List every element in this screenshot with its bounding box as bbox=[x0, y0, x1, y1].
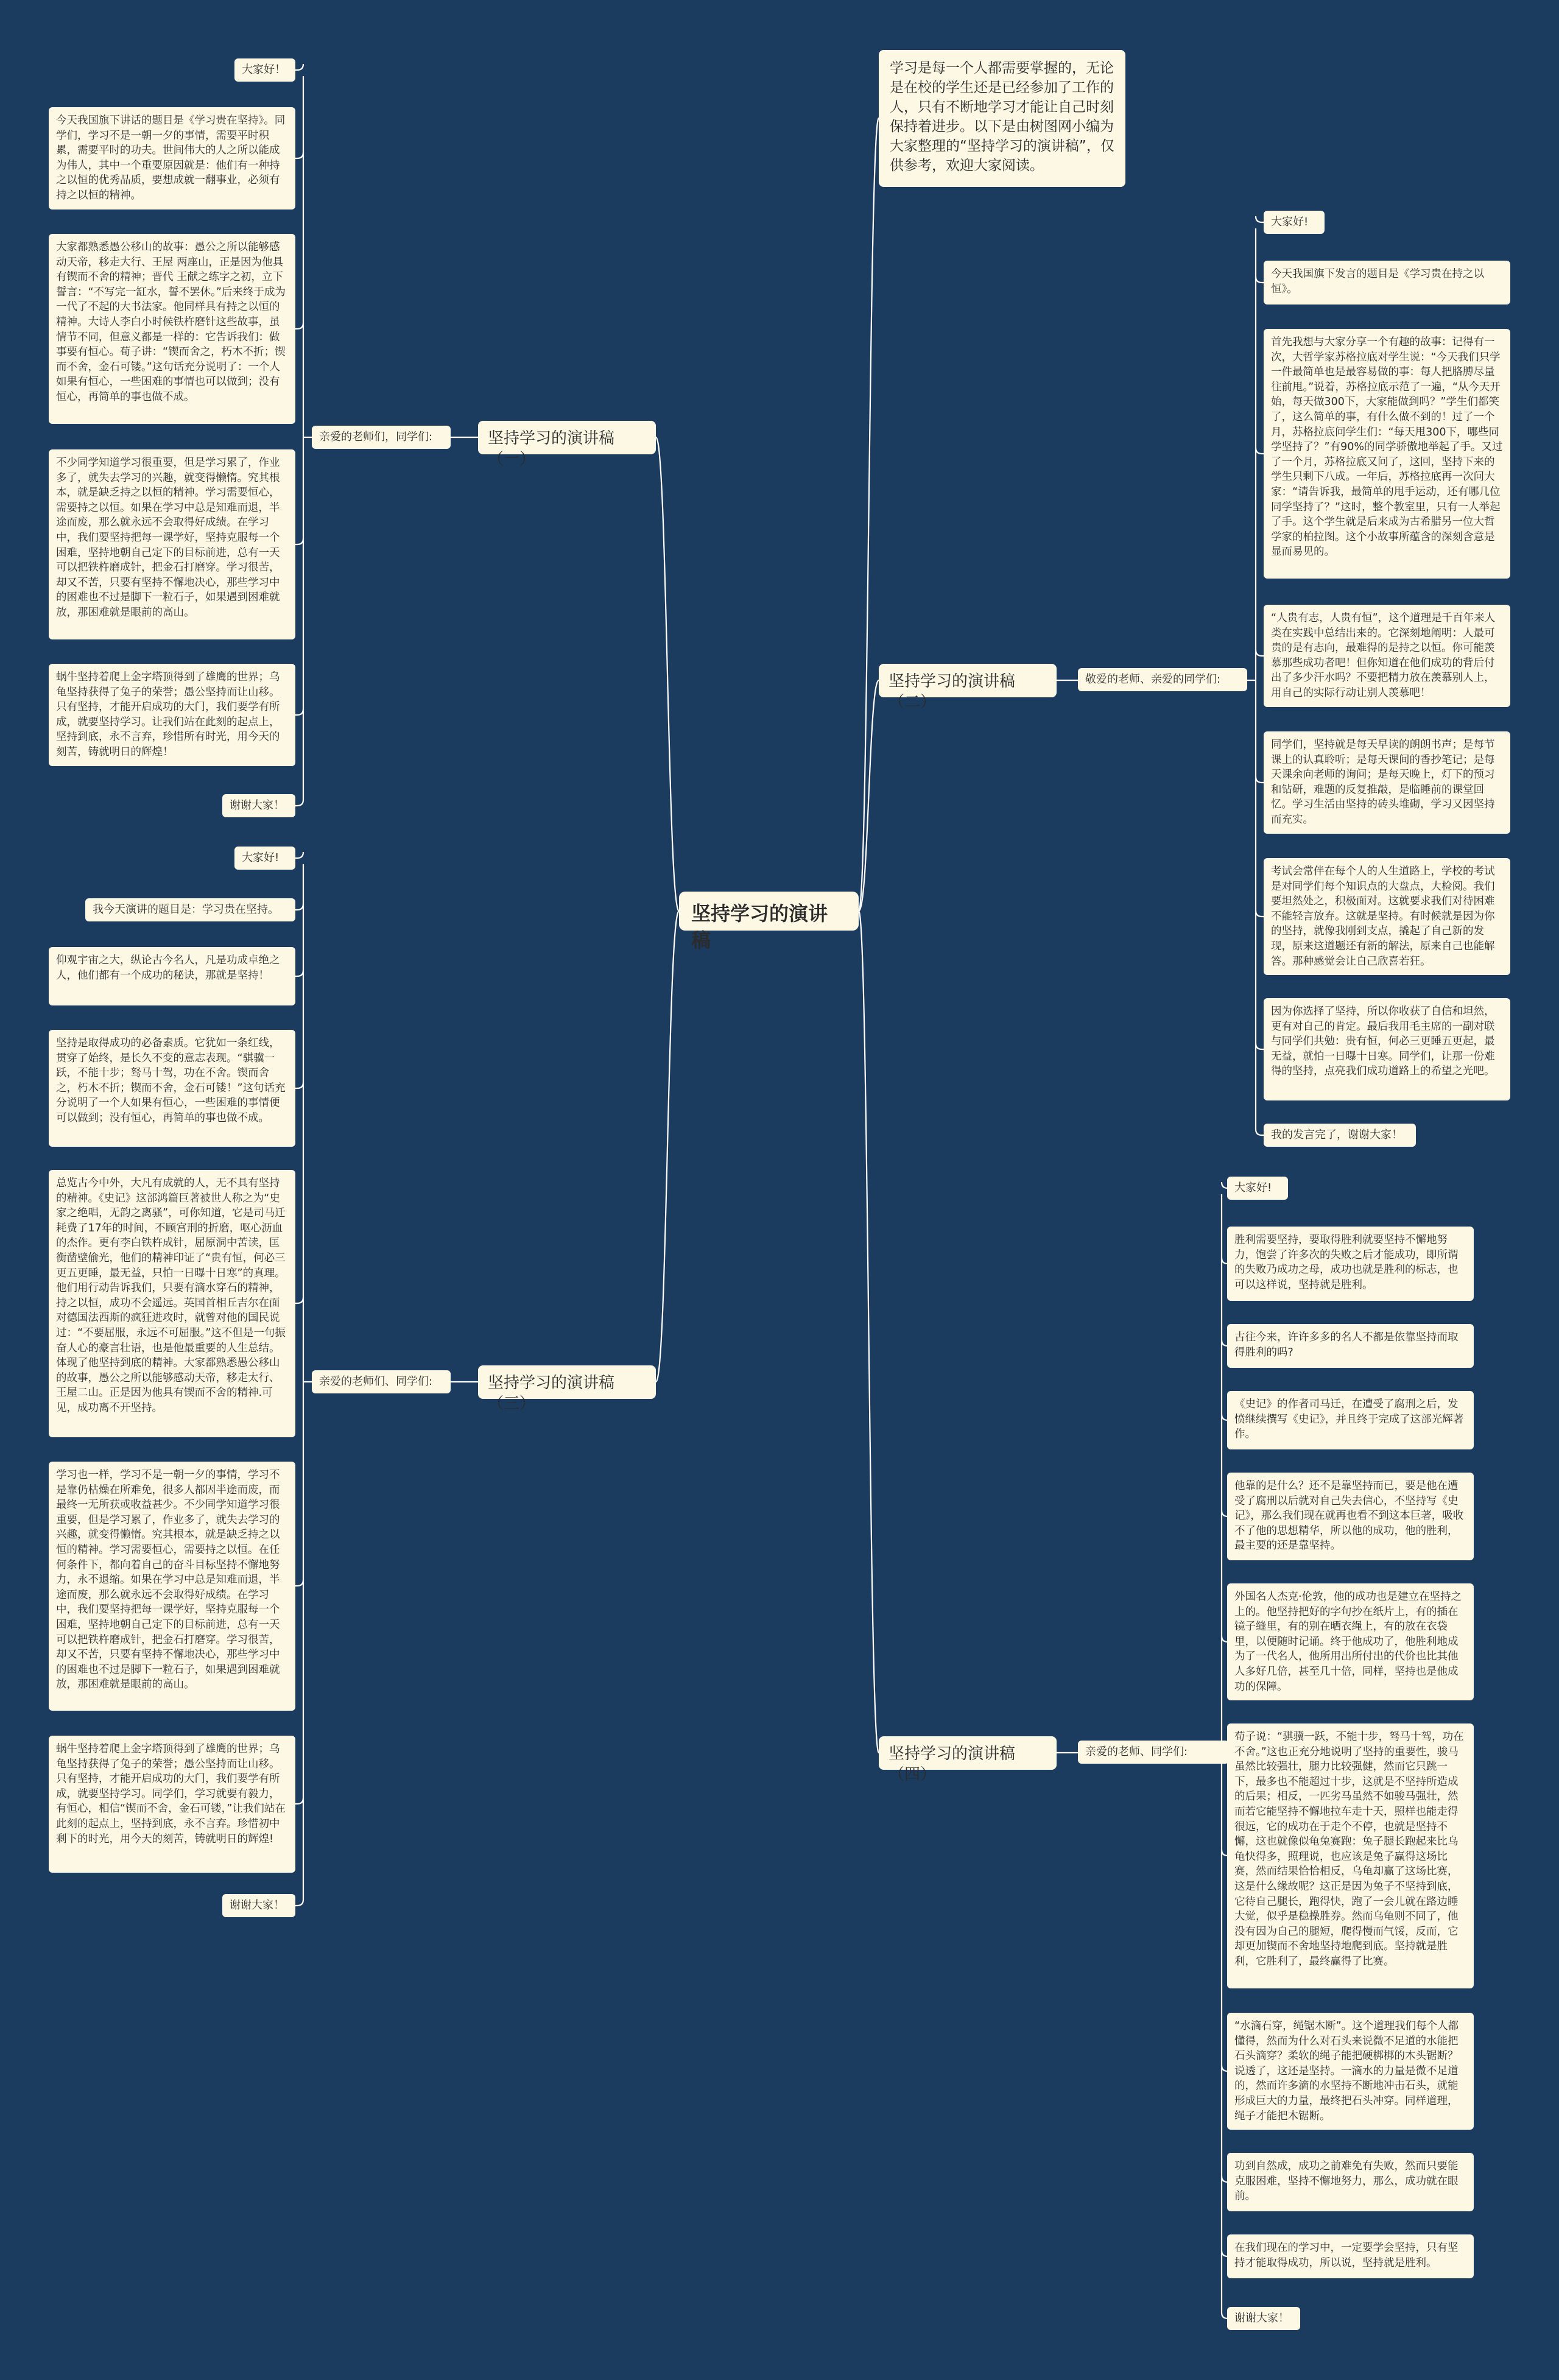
leaf-link bbox=[1256, 910, 1264, 917]
leaf-link bbox=[1256, 1043, 1264, 1049]
b4-leaf: 他靠的是什么？还不是靠坚持而已，要是他在遭受了腐刑以后就对自己失去信心，不坚持写《史记》，那么我们现在就再也看不到这本巨著，吸收不了他的思想精华，所以他的成功，他的胜利，最主要的还是靠坚持。 bbox=[1227, 1473, 1474, 1560]
b3-leaf: 学习也一样，学习不是一朝一夕的事情，学习不是靠仍枯燥在所难免，很多人都因半途而废，而最终一无所获或收益甚少。不少同学知道学习很重要，但是学习累了，作业多了，就失去学习的兴趣，就变得懒惰。究其根本，就是缺乏持之以恒的精神。学习需要恒心，需要持之以恒。在任何条件下，都向着自己的奋斗目标坚持不懈地努力，永不退缩。如果在学习中总是知难而退，半途而废，那么就永远不会取得好成绩。在学习中，我们要坚持把每一课学好，坚持克服每一个困难，坚持地朝自己定下的目标前进，总有一天可以把铁杵磨成针，把金石打磨穿。学习很苦，却又不苦，只要有坚持不懈地决心，那些学习中的困难也不过是脚下一粒石子，如果遇到困难就放，那困难就是眼前的高山。 bbox=[49, 1462, 295, 1711]
branch-2-title: 坚持学习的演讲稿（二） bbox=[879, 664, 1057, 697]
b2-leaf: 首先我想与大家分享一个有趣的故事：记得有一次，大哲学家苏格拉底对学生说：“今天我们只学一件最简单也是最容易做的事：每人把胳膊尽量往前甩。”说着，苏格拉底示范了一遍，“从今天开始，每天做300下，大家能做到吗？”学生们都笑了，这么简单的事，有什么做不到的！过了一个月，苏格拉底问学生们：“每天甩300下，哪些同学坚持了？”有90%的同学骄傲地举起了手。又过了一个月，苏格拉底又问了，这回，坚持下来的学生只剩下八成。一年后，苏格拉底再一次问大家：“请告诉我，最简单的甩手运动，还有哪几位同学坚持了？”这时，整个教室里，只有一人举起了手。这个学生就是后来成为古希腊另一位大哲学家的柏拉图。这个小故事所蕴含的深刻含意是显而易见的。 bbox=[1264, 329, 1510, 579]
b2-leaf: “人贵有志，人贵有恒”，这个道理是千百年来人类在实践中总结出来的。它深刻地阐明：人最可贵的是有志向，最难得的是持之以恒。你可能羡慕那些成功者吧！但你知道在他们成功的背后付出了多少汗水吗？不要把精力放在羡慕别人上，用自己的实际行动让别人羡慕吧！ bbox=[1264, 605, 1510, 707]
branch-1-title: 坚持学习的演讲稿（一） bbox=[478, 421, 656, 454]
branch-2-greeting: 敬爱的老师、亲爱的同学们: bbox=[1078, 668, 1247, 691]
b2-leaf: 考试会常伴在每个人的人生道路上，学校的考试是对同学们每个知识点的大盘点，大检阅。我们要坦然处之，积极面对。这就要求我们对待困难不能轻言放弃。这就是坚持。有时候就是因为你的坚持，就像我刚到支点，撬起了自己新的发现，原来这道题还有新的解法，原来自己也能解答。那种感觉会让自己欣喜若狂。 bbox=[1264, 858, 1510, 975]
leaf-link bbox=[295, 152, 303, 158]
leaf-link bbox=[1256, 776, 1264, 783]
leaf-link bbox=[1256, 276, 1264, 283]
b4-leaf: 古往今来，许许多多的名人不都是依靠坚持而取得胜利的吗? bbox=[1227, 1324, 1474, 1368]
leaf-link bbox=[295, 1297, 303, 1303]
root-link bbox=[859, 911, 879, 1753]
intro-note: 学习是每一个人都需要掌握的，无论是在校的学生还是已经参加了工作的人，只有不断地学习才能让自己时刻保持着进步。以下是由树图网小编为大家整理的“坚持学习的演讲稿”，仅供参考，欢迎大家阅读。 bbox=[879, 50, 1125, 187]
leaf-link bbox=[1256, 1129, 1264, 1135]
b1-leaf: 大家都熟悉愚公移山的故事：愚公之所以能够感动天帝，移走大行、王屋 两座山，正是因为他具有锲而不舍的精神；晋代 王献之练字之初，立下誓言：“不写完一缸水，誓不罢休。”后来终于成为一代了不起的大书法家。他同样具有持之以恒的精神。大诗人李白小时候铁杵磨针这些故事，虽情节不同，但意义都是一样的：它告诉我们：做事要有恒心。荀子讲：“锲而舍之，朽木不折；锲而不舍，金石可镂。”这句话充分说明了：一个人如果有恒心，一些困难的事情也可以做到；没有恒心，再简单的事也做不成。 bbox=[49, 234, 295, 424]
branch-3-greeting: 亲爱的老师们、同学们: bbox=[312, 1370, 451, 1393]
b4-leaf: 在我们现在的学习中，一定要学会坚持，只有坚持才能取得成功，所以说，坚持就是胜利。 bbox=[1227, 2234, 1474, 2278]
leaf-link bbox=[295, 800, 303, 806]
leaf-link bbox=[295, 970, 303, 976]
mindmap-root: 坚持学习的演讲稿 bbox=[679, 892, 859, 931]
b2-leaf: 今天我国旗下发言的题目是《学习贵在持之以恒》。 bbox=[1264, 261, 1510, 305]
b1-leaf: 谢谢大家！ bbox=[222, 794, 295, 817]
leaf-link bbox=[1256, 216, 1264, 222]
b4-leaf: 胜利需要坚持，要取得胜利就要坚持不懈地努力，饱尝了许多次的失败之后才能成功，即所谓的失败乃成功之母，成功也就是胜利的标志，也可以这样说，坚持就是胜利。 bbox=[1227, 1227, 1474, 1301]
branch-4-title: 坚持学习的演讲稿（四） bbox=[879, 1736, 1057, 1770]
b4-leaf: “水滴石穿，绳锯木断”。这个道理我们每个人都懂得，然而为什么对石头来说微不足道的水能把石头滴穿？柔软的绳子能把硬梆梆的木头锯断？说透了，这还是坚持。一滴水的力量是微不足道的，然而许多滴的水坚持不断地冲击石头，就能形成巨大的力量，最终把石头冲穿。同样道理，绳子才能把木锯断。 bbox=[1227, 2013, 1474, 2130]
branch-1-greeting: 亲爱的老师们，同学们: bbox=[312, 426, 451, 449]
root-link bbox=[656, 911, 679, 1382]
b1-leaf: 不少同学知道学习很重要，但是学习累了，作业多了，就失去学习的兴趣，就变得懒惰。究其根本，就是缺乏持之以恒的精神。学习需要恒心，需要持之以恒。如果在学习中总是知难而退，半途而废，那么就永远不会取得好成绩。在学习中，我们要坚持把每一课学好，坚持克服每一个困难，坚持地朝自己定下的目标前进，总有一天可以把铁杵磨成针，把金石打磨穿。学习很苦，却又不苦，只要有坚持不懈地决心，那些学习中的困难也不过是脚下一粒石子，如果遇到困难就放，那困难就是眼前的高山。 bbox=[49, 449, 295, 639]
b1-leaf: 大家好！ bbox=[234, 58, 295, 82]
branch-4-greeting: 亲爱的老师、同学们: bbox=[1078, 1741, 1229, 1764]
b4-leaf: 谢谢大家！ bbox=[1227, 2307, 1300, 2330]
leaf-link bbox=[295, 323, 303, 329]
b3-leaf: 谢谢大家！ bbox=[222, 1894, 295, 1917]
leaf-link bbox=[1256, 650, 1264, 656]
b3-leaf: 蜗牛坚持着爬上金字塔顶得到了雄鹰的世界；乌龟坚持获得了兔子的荣誉；愚公坚持而让山移。只有坚持，才能开启成功的大门，我们要学有所成，就要坚持学习。同学们，学习就要有毅力，有恒心，相信“锲而不舍，金石可镂，”让我们站在此刻的起点上，坚持到底，永不言弃。珍惜初中剩下的时光，用今天的刻苦，铸就明日的辉煌! bbox=[49, 1736, 295, 1873]
b2-leaf: 大家好! bbox=[1264, 211, 1325, 234]
b4-leaf: 《史记》的作者司马迁，在遭受了腐刑之后，发愤继续撰写《史记》，并且终于完成了这部光辉著作。 bbox=[1227, 1391, 1474, 1449]
b4-leaf: 功到自然成，成功之前难免有失败，然而只要能克服困难，坚持不懈地努力，那么，成功就在眼前。 bbox=[1227, 2153, 1474, 2211]
b1-leaf: 今天我国旗下讲话的题目是《学习贵在坚持》。同学们，学习不是一朝一夕的事情，需要平时积累，需要平时的功夫。世间伟大的人之所以能成为伟人，其中一个重要原因就是：他们有一种持之以恒的优秀品质，要想成就一翻事业，必须有持之以恒的精神。 bbox=[49, 107, 295, 209]
leaf-link bbox=[295, 64, 303, 70]
leaf-link bbox=[295, 1580, 303, 1586]
leaf-link bbox=[295, 1798, 303, 1804]
b4-leaf: 荀子说：“骐骥一跃，不能十步，驽马十驾，功在不舍。”这也正充分地说明了坚持的重要性，骏马虽然比较强壮，腿力比较强健，然而它只跳一下，最多也不能超过十步，这就是不坚持所造成的后果；相反，一匹劣马虽然不如骏马强壮，然而若它能坚持不懈地拉车走十天，照样也能走得很远，它的成功在于走个不停，也就是坚持不懈，这也就像似龟兔赛跑：兔子腿长跑起来比乌龟快得多，照理说，也应该是兔子赢得这场比赛，然而结果恰恰相反，乌龟却赢了这场比赛，这是什么缘故呢？这正是因为兔子不坚持到底，它待自己腿长，跑得快，跑了一会儿就在路边睡大觉，似乎是稳操胜券。然而乌龟则不同了，他没有因为自己的腿短，爬得慢而气馁，反而，它却更加锲而不舍地坚持地爬到底。坚持就是胜利，它胜利了，最终赢得了比赛。 bbox=[1227, 1723, 1474, 1988]
leaf-link bbox=[295, 904, 303, 910]
b3-leaf: 我今天演讲的题目是：学习贵在坚持。 bbox=[85, 898, 295, 921]
b3-leaf: 总览古今中外，大凡有成就的人，无不具有坚持的精神。《史记》这部鸿篇巨著被世人称之为“史家之绝唱，无韵之离骚”，可你知道，它是司马迁耗费了17年的时间，不顾宫刑的折磨，呕心沥血的杰作。更有李白铁杵成针，屈原洞中苦读，匡衡凿壁偷光，他们的精神印证了“贵有恒，何必三更五更睡，最无益，只怕一日曝十日寒”的真理。他们用行动告诉我们，只要有滴水穿石的精神，持之以恒，成功不会遥远。英国首相丘吉尔在面对德国法西斯的疯狂进攻时，就曾对他的国民说过：“不要屈服，永远不可屈服。”这不但是一句振奋人心的豪言壮语，也是他最重要的人生总结。体现了他坚持到底的精神。大家都熟悉愚公移山的故事，愚公之所以能够感动天帝，移走太行、王屋二山。正是因为他具有锲而不舍的精神.可见，成功离不开坚持。 bbox=[49, 1170, 295, 1437]
b3-leaf: 仰观宇宙之大，纵论古今名人，凡是功成卓绝之人，他们都有一个成功的秘诀，那就是坚持！ bbox=[49, 947, 295, 1005]
branch-3-title: 坚持学习的演讲稿（三） bbox=[478, 1365, 656, 1399]
b3-leaf: 大家好! bbox=[234, 847, 295, 870]
b4-leaf: 大家好! bbox=[1227, 1177, 1288, 1200]
b2-leaf: 因为你选择了坚持，所以你收获了自信和坦然，更有对自己的肯定。最后我用毛主席的一副对联与同学们共勉：贵有恒，何必三更睡五更起，最无益，就怕一日曝十日寒。同学们，让那一份难得的坚持，点亮我们成功道路上的希望之光吧。 bbox=[1264, 998, 1510, 1100]
leaf-link bbox=[295, 1082, 303, 1088]
leaf-link bbox=[295, 538, 303, 544]
b1-leaf: 蜗牛坚持着爬上金字塔顶得到了雄鹰的世界；乌龟坚持获得了兔子的荣誉；愚公坚持而让山移。只有坚持，才能开启成功的大门，我们要学有所成，就要坚持学习。让我们站在此刻的起点上，坚持到底，永不言弃，珍惜所有时光，用今天的刻苦，铸就明日的辉煌！ bbox=[49, 664, 295, 766]
b3-leaf: 坚持是取得成功的必备素质。它犹如一条红线，贯穿了始终，是长久不变的意志表现。“骐骥一跃，不能十步；驽马十驾，功在不舍。锲而舍之，朽木不折；锲而不舍，金石可镂！”这句话充分说明了一个人如果有恒心，一些困难的事情便可以做到；没有恒心，再简单的事也做不成。 bbox=[49, 1030, 295, 1147]
root-link bbox=[656, 437, 679, 911]
leaf-link bbox=[1256, 448, 1264, 454]
b4-leaf: 外国名人杰克·伦敦，他的成功也是建立在坚持之上的。他坚持把好的字句抄在纸片上，有的插在镜子缝里，有的别在晒衣绳上，有的放在衣袋里，以便随时记诵。终于他成功了，他胜利地成为了一代名人，他所用出所付出的代价也比其他人多好几倍，甚至几十倍，同样，坚持也是他成功的保障。 bbox=[1227, 1583, 1474, 1700]
leaf-link bbox=[295, 1899, 303, 1906]
leaf-link bbox=[295, 709, 303, 715]
b2-leaf: 同学们，坚持就是每天早读的朗朗书声；是每节课上的认真聆听；是每天课间的香抄笔记；是每天课余向老师的询问；是每天晚上，灯下的预习和钻研，难题的反复推敲，是临睡前的课堂回忆。学习生活由坚持的砖头堆砌，学习又因坚持而充实。 bbox=[1264, 731, 1510, 834]
leaf-link bbox=[295, 852, 303, 858]
b2-leaf: 我的发言完了，谢谢大家！ bbox=[1264, 1124, 1416, 1147]
